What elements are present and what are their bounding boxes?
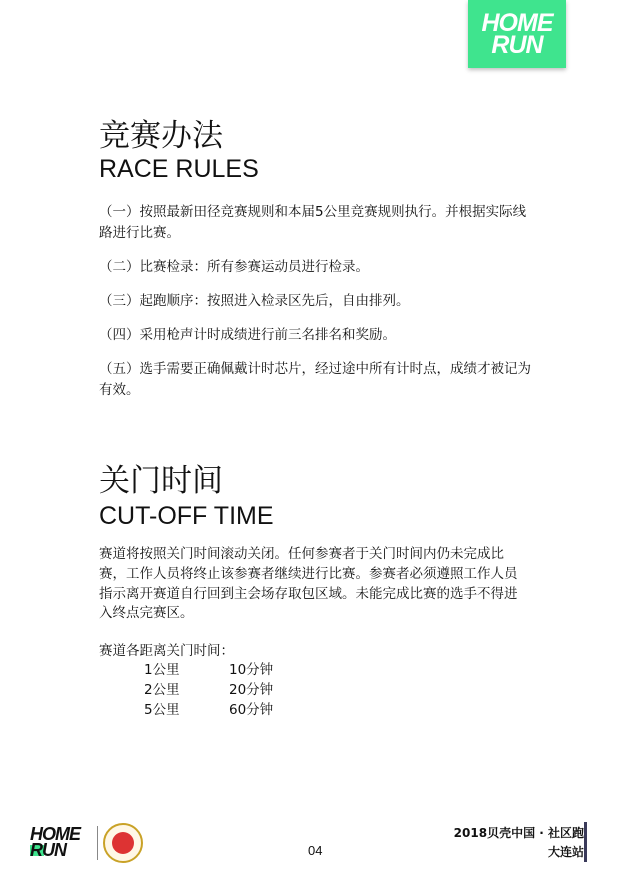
footer-logo-line1: HOME — [30, 824, 80, 844]
cutoff-distance: 5公里 — [144, 702, 180, 718]
footer-logo-line2: RUN — [30, 842, 94, 858]
cutoff-row — [144, 700, 273, 720]
event-line1: 2018贝壳中国 · 社区跑 — [453, 826, 584, 840]
race-rules-title-en: RACE RULES — [99, 155, 259, 183]
cutoff-table — [144, 660, 273, 720]
logo-line1: HOME — [481, 9, 553, 37]
rule-text: 采用枪声计时成绩进行前三名排名和奖励。 — [139, 327, 396, 343]
footer-home-run-logo — [30, 826, 94, 858]
cutoff-row — [144, 680, 273, 700]
cutoff-distance: 1公里 — [144, 662, 180, 678]
rule-text: 选手需要正确佩戴计时芯片，经过途中所有计时点，成绩才被记为有效。 — [99, 361, 531, 398]
footer-divider — [97, 826, 98, 860]
rule-item — [99, 359, 539, 401]
rule-item — [99, 257, 539, 278]
cutoff-time: 20分钟 — [229, 682, 274, 698]
event-line2: 大连站 — [547, 845, 584, 859]
cutoff-title-en: CUT-OFF TIME — [99, 502, 274, 530]
rule-text: 起跑顺序：按照进入检录区先后，自由排列。 — [139, 293, 410, 309]
cutoff-row — [144, 660, 273, 680]
cutoff-description: 赛道将按照关门时间滚动关闭。任何参赛者于关门时间内仍未完成比赛，工作人员将终止该参赛者继续进行比赛。参赛者必须遵照工作人员指示离开赛道自行回到主会场存取包区域。未能完成比赛的选手不得进入终点完赛区。 — [99, 546, 518, 622]
home-run-logo — [468, 0, 566, 68]
association-emblem-icon — [103, 823, 143, 863]
cutoff-table-header: 赛道各距离关门时间： — [99, 643, 234, 659]
cutoff-title-cn: 关门时间 — [99, 463, 223, 499]
page-number: 04 — [308, 843, 323, 858]
rule-text: 按照最新田径竞赛规则和本届5公里竞赛规则执行。并根据实际线路进行比赛。 — [99, 204, 527, 241]
race-rules-list — [99, 202, 539, 414]
rule-item — [99, 325, 539, 346]
logo-line2: RUN — [491, 31, 543, 59]
rule-text: 比赛检录：所有参赛运动员进行检录。 — [139, 259, 369, 275]
cutoff-time: 10分钟 — [229, 662, 274, 678]
rule-item — [99, 291, 539, 312]
rule-item — [99, 202, 539, 244]
cutoff-time: 60分钟 — [229, 702, 274, 718]
rule-number: （二） — [99, 259, 140, 275]
race-rules-title-cn: 竞赛办法 — [99, 118, 223, 154]
rule-number: （一） — [99, 204, 140, 220]
event-name — [454, 824, 584, 862]
footer-accent-bar — [584, 822, 587, 862]
rule-number: （三） — [99, 293, 140, 309]
cutoff-distance: 2公里 — [144, 682, 180, 698]
rule-number: （四） — [99, 327, 140, 343]
rule-number: （五） — [99, 361, 140, 377]
